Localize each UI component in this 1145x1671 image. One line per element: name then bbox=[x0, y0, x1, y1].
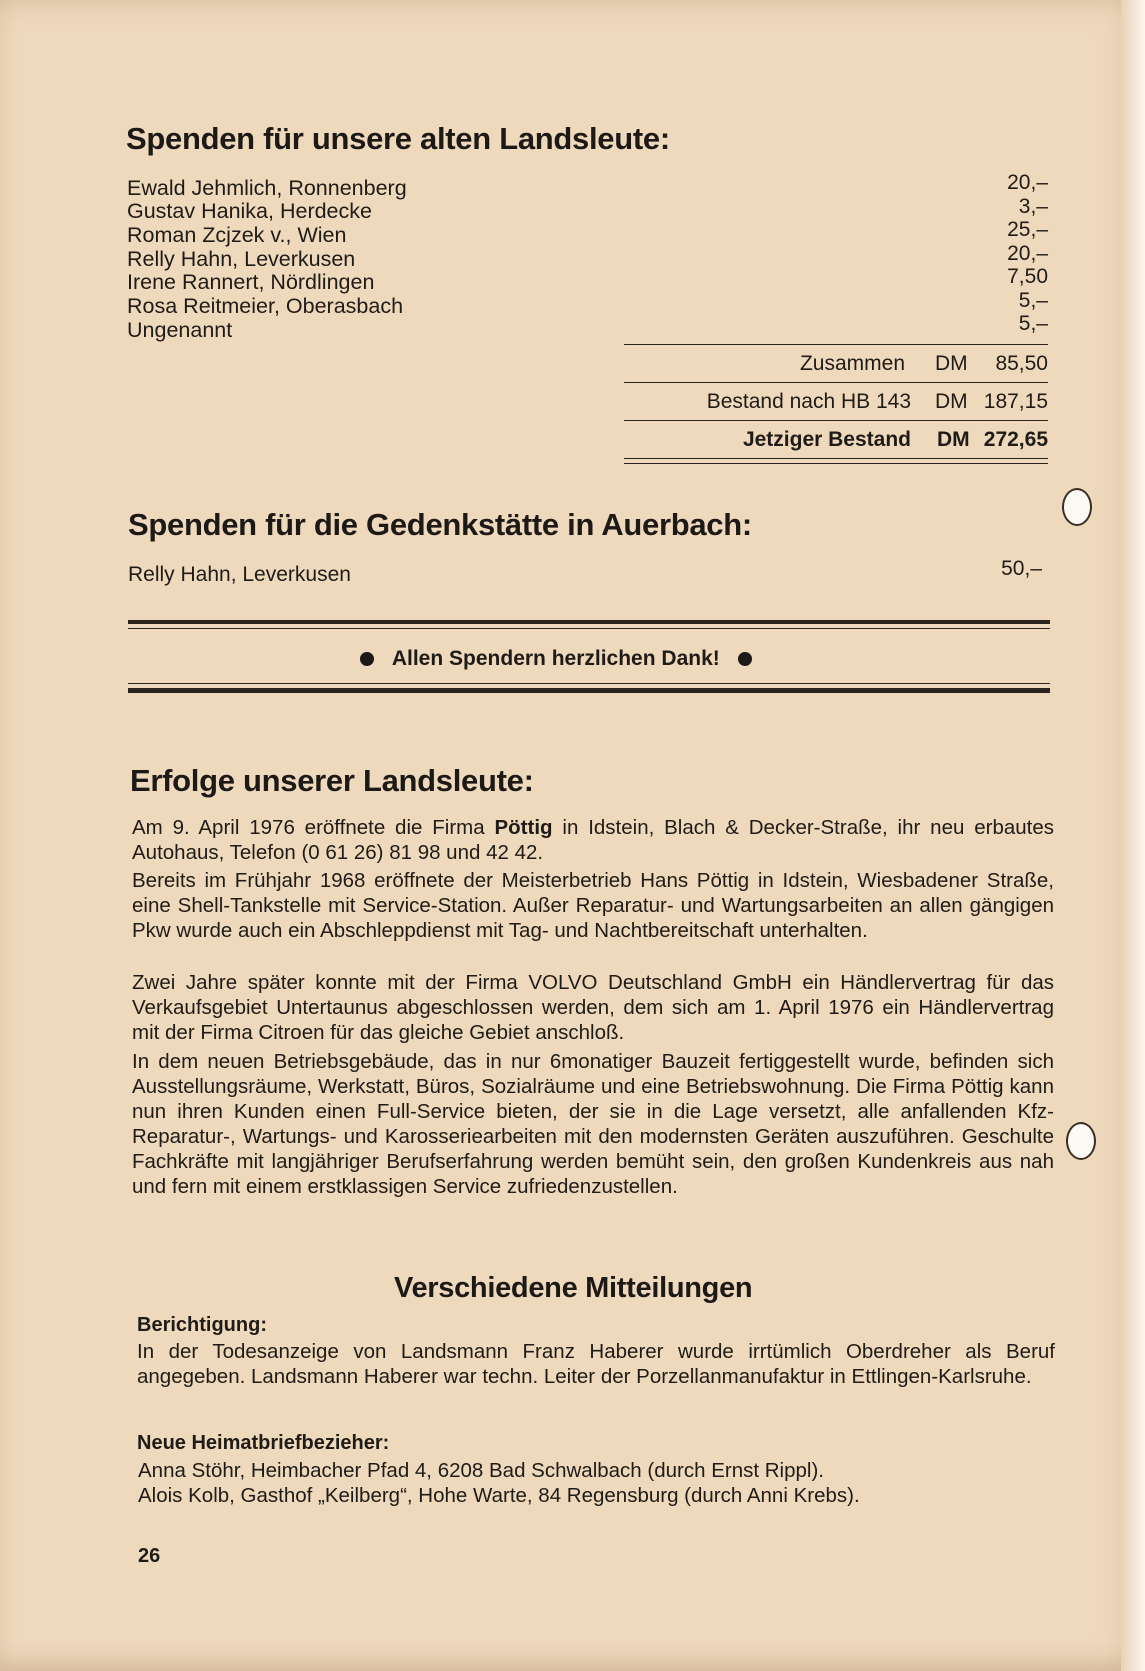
sum-rule bbox=[624, 420, 1048, 421]
sum-rule bbox=[624, 344, 1048, 345]
correction-text: In der Todesanzeige von Landsmann Franz Haberer wurde irrtümlich Oberdreher als Beruf angegeben. Landsmann Haberer war techn. Leiter der Porzellanmanufaktur in Ettlingen-Karlsruhe. bbox=[137, 1340, 1055, 1388]
section-title-memorial-donations: Spenden für die Gedenkstätte in Auerbach: bbox=[128, 507, 752, 542]
banner-rule-top bbox=[128, 620, 1050, 624]
bullet-dot-icon bbox=[360, 652, 374, 666]
memorial-donor-name: Relly Hahn, Leverkusen bbox=[128, 563, 351, 586]
donation-amount: 3,– bbox=[1018, 195, 1048, 218]
balance-previous-label: Bestand nach HB 143 bbox=[706, 390, 911, 413]
total-label: Zusammen bbox=[799, 352, 905, 375]
donor-name: Ungenannt bbox=[127, 318, 233, 342]
donor-name: Rosa Reitmeier, Oberasbach bbox=[127, 294, 404, 318]
donation-amount: 5,– bbox=[1018, 312, 1048, 335]
punch-hole-bottom bbox=[1066, 1122, 1096, 1160]
thanks-text: Allen Spendern herzlichen Dank! bbox=[391, 647, 720, 670]
paragraph-text: Am 9. April 1976 eröffnete die Firma bbox=[132, 816, 495, 839]
sum-rule bbox=[624, 382, 1048, 383]
balance-previous-value: 187,15 bbox=[983, 390, 1048, 413]
new-subscriber-line: Anna Stöhr, Heimbacher Pfad 4, 6208 Bad Schwalbach (durch Ernst Rippl). bbox=[138, 1459, 824, 1482]
banner-rule-top-thin bbox=[128, 628, 1050, 629]
balance-current-label: Jetziger Bestand bbox=[742, 428, 911, 451]
donation-amount: 20,– bbox=[1007, 171, 1048, 194]
section-title-donations-elders: Spenden für unsere alten Landsleute: bbox=[126, 121, 670, 156]
donor-name: Gustav Hanika, Herdecke bbox=[127, 199, 372, 223]
new-subscribers-label: Neue Heimatbriefbezieher: bbox=[137, 1432, 390, 1454]
banner-rule-bottom-thin bbox=[128, 683, 1050, 684]
double-rule-bottom bbox=[624, 463, 1048, 464]
punch-hole-top bbox=[1062, 488, 1092, 526]
donor-name: Roman Zcjzek v., Wien bbox=[127, 223, 347, 247]
donor-name: Irene Rannert, Nördlingen bbox=[127, 270, 375, 294]
balance-current-currency: DM bbox=[937, 428, 970, 451]
paragraph-history: Bereits im Frühjahr 1968 eröffnete der Meisterbetrieb Hans Pöttig in Idstein, Wiesbadener Straße, eine Shell-Tankstelle mit Service-Station. Außer Reparatur- und Wartungsarbeiten an allen gängigen Pkw wurde auch ein Abschleppdienst mit Tag- und Nachtbereitschaft unterhalten. bbox=[132, 869, 1054, 942]
donation-amount: 25,– bbox=[1007, 218, 1048, 241]
balance-current-value: 272,65 bbox=[983, 428, 1048, 451]
section-title-successes: Erfolge unserer Landsleute: bbox=[130, 763, 534, 798]
new-subscriber-line: Alois Kolb, Gasthof „Keilberg“, Hohe Warte, 84 Regensburg (durch Anni Krebs). bbox=[138, 1484, 860, 1507]
correction-label: Berichtigung: bbox=[137, 1314, 267, 1336]
thanks-banner bbox=[360, 647, 752, 671]
donation-amount: 20,– bbox=[1007, 242, 1048, 265]
donor-name: Ewald Jehmlich, Ronnenberg bbox=[127, 176, 407, 200]
paragraph-text: in Idstein, Blach & Decker-Straße, ihr neu erbautes Autohaus, Telefon (0 61 26) 81 98 und 42 42. bbox=[132, 816, 1054, 864]
company-name: Pöttig bbox=[494, 816, 553, 839]
donation-amount: 5,– bbox=[1018, 289, 1048, 312]
bullet-dot-icon bbox=[738, 652, 752, 666]
paragraph-opening bbox=[132, 815, 1054, 865]
section-title-announcements: Verschiedene Mitteilungen bbox=[394, 1272, 753, 1304]
paragraph-building: In dem neuen Betriebsgebäude, das in nur 6monatiger Bauzeit fertiggestellt wurde, befinden sich Ausstellungsräume, Werkstatt, Büros, Sozialräume und eine Betriebswohnung. Die Firma Pöttig kann nun ihren Kunden einen Full-Service bieten, der sie in die Lage versetzt, alle anfallenden Kfz-Reparatur-, Wartungs- und Karosseriearbeiten mit den modernsten Geräten auszuführen. Geschulte Fachkräfte mit langjähriger Berufserfahrung werden bemüht sein, den großen Kundenkreis aus nah und fern mit einem erstklassigen Service zufriedenzustellen. bbox=[132, 1050, 1054, 1198]
balance-previous-currency: DM bbox=[935, 390, 968, 413]
total-value: 85,50 bbox=[995, 352, 1048, 375]
donation-amount: 7,50 bbox=[1007, 265, 1048, 288]
donor-name: Relly Hahn, Leverkusen bbox=[127, 247, 356, 271]
double-rule-top bbox=[624, 458, 1048, 459]
page-edge bbox=[1121, 0, 1145, 1671]
total-currency: DM bbox=[935, 352, 968, 375]
memorial-donation-amount: 50,– bbox=[1001, 557, 1042, 580]
paragraph-volvo: Zwei Jahre später konnte mit der Firma VOLVO Deutschland GmbH ein Händlervertrag für das Verkaufsgebiet Untertaunus abgeschlossen werden, dem sich am 1. April 1976 ein Händlervertrag mit der Firma Citroen für das gleiche Gebiet anschloß. bbox=[132, 971, 1054, 1044]
page-number: 26 bbox=[138, 1545, 161, 1567]
banner-rule-bottom bbox=[128, 688, 1050, 693]
